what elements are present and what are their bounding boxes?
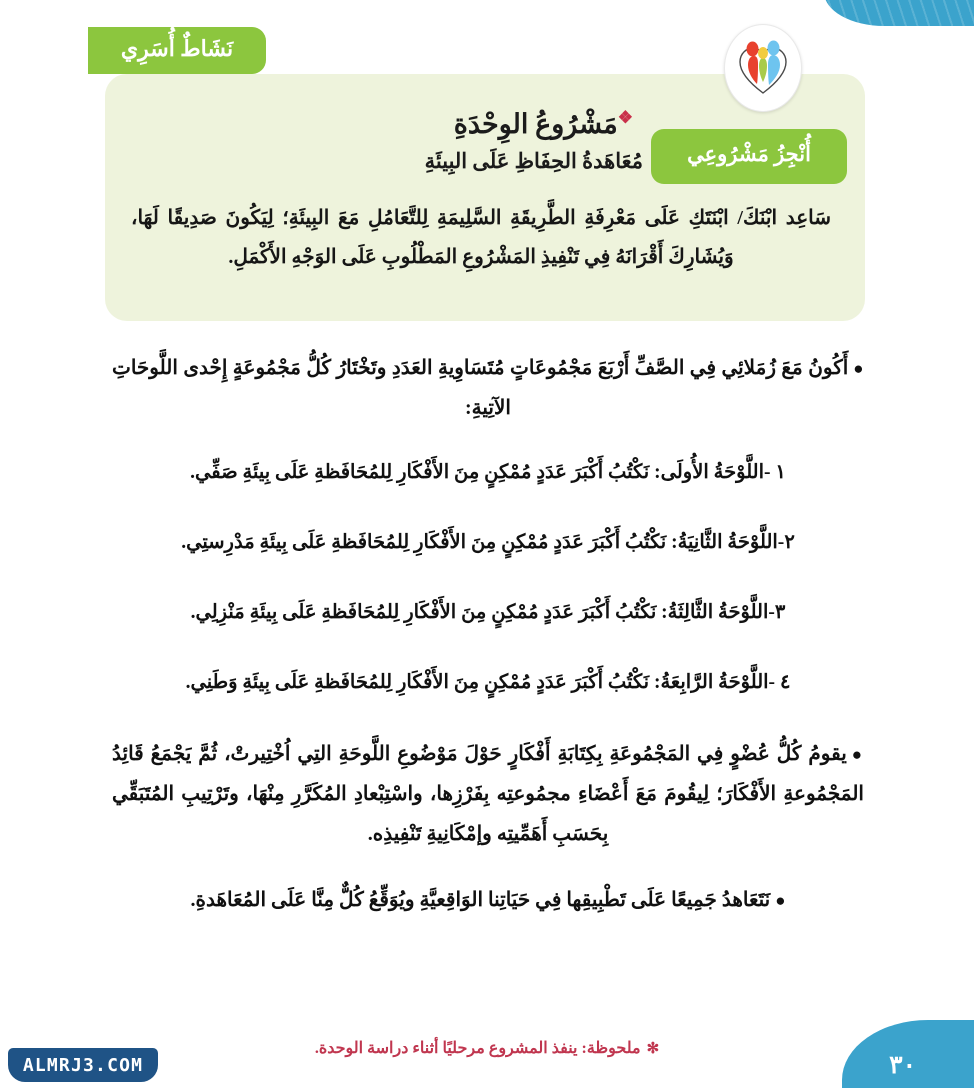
second-bullet-paragraph	[112, 734, 864, 854]
family-heart-logo	[724, 24, 802, 112]
panel-subtitle: مُعَاهَدةُ الحِفَاظِ عَلَى البِيئَةِ	[424, 149, 643, 173]
third-bullet-paragraph	[112, 880, 864, 920]
activity-tab-label: نَشَاطٌ أُسَرِي	[120, 35, 234, 61]
note-star-icon: ✻	[646, 1041, 660, 1057]
panel-paragraph: سَاعِد ابْنَكَ/ ابْنَتَكِ عَلَى مَعْرِفَةِ الطَّرِيقَةِ السَّلِيمَةِ لِلتَّعَامُلِ مَعَ البِيئَةِ؛ لِيَكُونَ صَدِيقًا لَهَا، وَيُشَارِكَ أَقْرَانَهُ فِي تَنْفِيذِ المَشْرُوعِ المَطْلُوبِ عَلَى الوَجْهِ الأَكْمَلِ.	[131, 207, 831, 268]
title-star-icon: ❖	[617, 108, 633, 127]
top-right-decorative-corner	[824, 0, 974, 26]
watermark-badge	[8, 1048, 158, 1082]
footer-note-text: ملحوظة: ينفذ المشروع مرحليًا أثناء دراسة الوحدة.	[314, 1040, 641, 1057]
bullet-marker-icon: ●	[851, 745, 864, 765]
complete-project-button[interactable]	[651, 129, 847, 184]
intro-panel	[105, 74, 865, 321]
list-item: ٢-اللَّوْحَةُ الثَّانِيَةُ: نَكْتُبُ أَكْبَرَ عَدَدٍ مُمْكِنٍ مِنَ الأَفْكَارِ لِلمُحَافَظةِ عَلَى بِيئَةِ مَدْرِستِي.	[181, 532, 795, 554]
complete-project-button-label: أُنْجِزُ مَشْرُوعِي	[687, 142, 811, 166]
bullet-marker-icon: ●	[853, 359, 864, 378]
panel-title	[454, 108, 635, 140]
intro-bullet-paragraph	[112, 348, 864, 428]
watermark-text: ALMRJ3.COM	[22, 1054, 144, 1076]
activity-tab	[88, 27, 266, 74]
list-item: ٤ -اللَّوْحَةُ الرَّابِعَةُ: نَكْتُبُ أَكْبَرَ عَدَدٍ مُمْكِنٍ مِنَ الأَفْكَارِ لِلمُحَافَظةِ عَلَى بِيئَةِ وَطَنِي.	[185, 672, 791, 694]
second-bullet-text: يقومُ كُلُّ عُضْوٍ فِي المَجْمُوعَةِ بِكِتَابَةِ أَفْكَارٍ حَوْلَ مَوْضُوعِ اللَّوحَةِ التِي اُخْتِيرتْ، ثُمَّ يَجْمَعُ قَائِدُ المَجْمُوعةِ الأَفْكَارَ؛ لِيقُومَ مَعَ أَعْضَاءِ مجمُوعتِه بِفَرْزِها، واسْتِبْعادِ المُكَرَّرِ مِنْهَا، وتَرْتِيبِ المُتَبَقِّي بِحَسَبِ أَهَمِّيتِه وإمْكَانِيةِ تَنْفِيذِه.	[112, 743, 864, 846]
panel-title-text: مَشْرُوعُ الوِحْدَةِ	[453, 109, 618, 139]
third-bullet-text: نَتَعَاهدُ جَمِيعًا عَلَى تَطْبِيقِها فِي حَيَاتِنا الوَاقِعيَّةِ ويُوَقِّعُ كُلٌّ مِنَّا عَلَى المُعَاهَدةِ.	[190, 889, 771, 912]
page-number: ٣٠	[889, 1051, 916, 1079]
list-item: ١ -اللَّوْحَةُ الأُولَى: نَكْتُبُ أَكْبَرَ عَدَدٍ مُمْكِنٍ مِنَ الأَفْكَارِ لِلمُحَافَظةِ عَلَى بِيئَةِ صَفِّي.	[190, 462, 786, 483]
main-content	[112, 348, 864, 946]
list-item: ٣-اللَّوْحَةُ الثَّالِثَةُ: نَكْتُبُ أَكْبَرَ عَدَدٍ مُمْكِنٍ مِنَ الأَفْكَارِ لِلمُحَافَظةِ عَلَى بِيئَةِ مَنْزِلِي.	[190, 602, 786, 624]
board-options-list	[112, 454, 864, 701]
bullet-marker-icon: ●	[775, 891, 786, 911]
intro-bullet-text: أَكُونُ مَعَ زُمَلائِي فِي الصَّفِّ أَرْبَعَ مَجْمُوعَاتٍ مُتَسَاوِيةِ العَدَدِ وتَخْتَارُ كُلُّ مَجْمُوعَةٍ إِحْدى اللَّوحَاتِ الآتِيةِ:	[112, 357, 849, 419]
family-heart-icon	[737, 38, 789, 98]
